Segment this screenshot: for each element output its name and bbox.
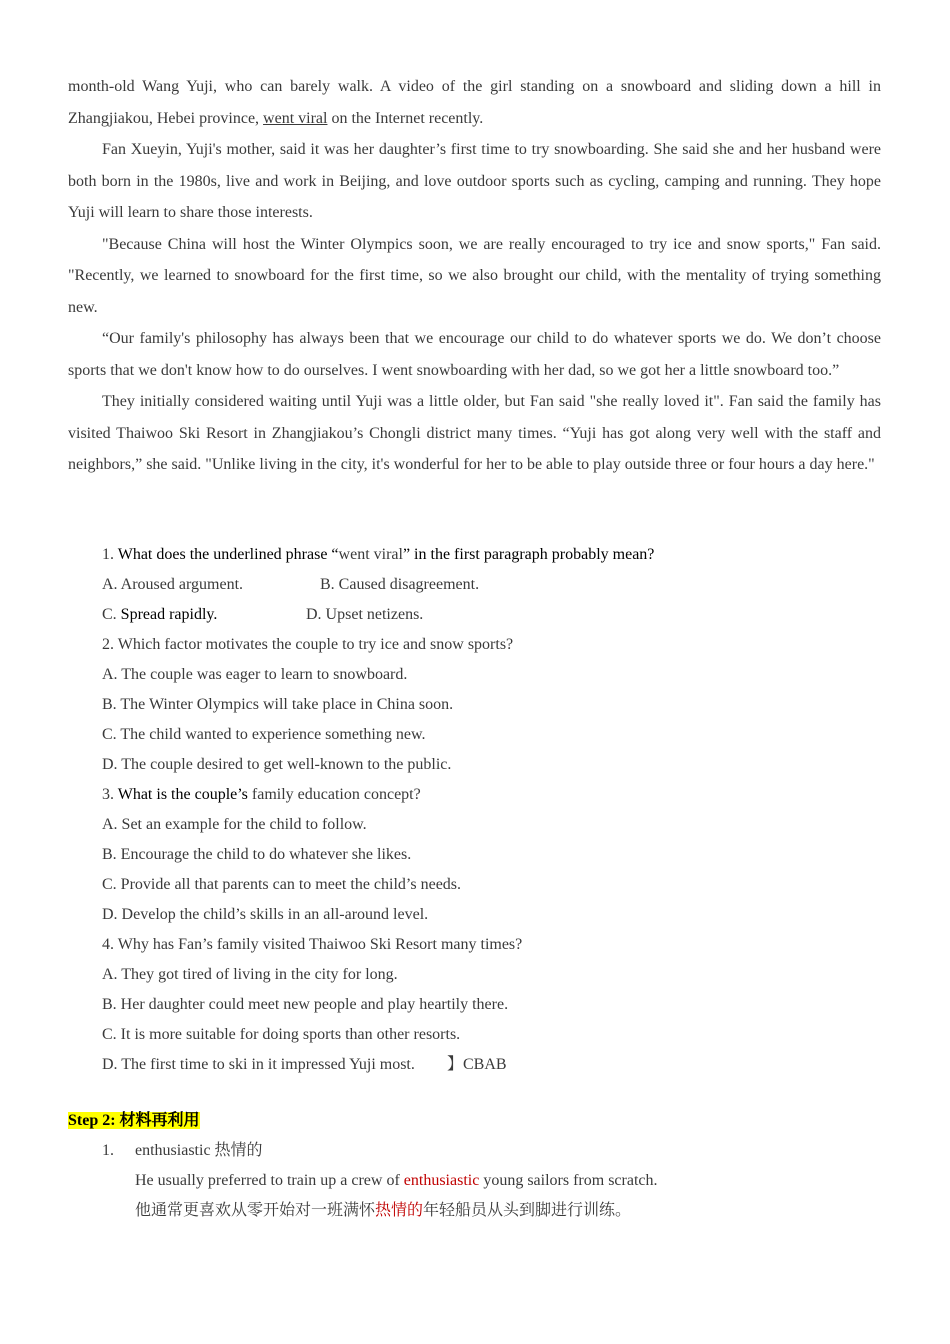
vocab-item-number: 1. (102, 1142, 114, 1159)
passage-paragraph-2: Fan Xueyin, Yuji's mother, said it was her daughter’s first time to try snowboarding. She said she and her husband were both born in the 1980s, live and work in Beijing, and love outdoor sports such as cycling, camping and running. They hope Yuji will learn to share those interests. (68, 141, 881, 221)
question-2-option-b: B. The Winter Olympics will take place in China soon. (102, 696, 454, 713)
question-3-option-d: D. Develop the child’s skills in an all-around level. (102, 906, 429, 923)
question-2-option-d: D. The couple desired to get well-known to the public. (102, 756, 452, 773)
question-1-option-b: B. Caused disagreement. (320, 576, 480, 593)
questions-block (68, 545, 881, 1219)
passage-paragraph-1 (68, 71, 881, 134)
question-4-stem: 4. Why has Fan’s family visited Thaiwoo Ski Resort many times? (102, 936, 523, 953)
document-page (68, 71, 881, 1219)
question-1-option-d: D. Upset netizens. (306, 606, 424, 623)
question-3-option-c: C. Provide all that parents can to meet the child’s needs. (102, 876, 462, 893)
question-1-option-a: A. Aroused argument. (102, 576, 244, 593)
question-4-option-d: D. The first time to ski in it impressed Yuji most. (102, 1056, 415, 1073)
step-2-heading: Step 2: 材料再利用 (68, 1112, 200, 1129)
vocab-example-en: He usually preferred to train up a crew of enthusiastic young sailors from scratch. (135, 1172, 658, 1189)
passage-paragraph-3: "Because China will host the Winter Olympics soon, we are really encouraged to try ice and snow sports," Fan said. "Recently, we learned to snowboard for the first time, so we also brought our child, with the mentality of trying something new. (68, 235, 881, 316)
question-4-option-b: B. Her daughter could meet new people and play heartily there. (102, 996, 509, 1013)
passage-paragraph-5: They initially considered waiting until Yuji was a little older, but Fan said "she really loved it". Fan said the family has visited Thaiwoo Ski Resort in Zhangjiakou’s Chongli district many times. “Yuji has got along very well with the staff and neighbors,” she said. "Unlike living in the city, it's wonderful for her to be able to play outside three or four hours a day here." (68, 393, 881, 473)
question-3-stem: 3. What is the couple’s family education concept? (102, 786, 421, 803)
question-4-option-c: C. It is more suitable for doing sports than other resorts. (102, 1026, 461, 1043)
p1-text-before: month-old Wang Yuji, who can barely walk. A video of the girl standing on a snowboard and sliding down a hill in Zhangjiakou, Hebei province, (68, 78, 881, 127)
answer-key: 】CBAB (447, 1056, 507, 1073)
question-2-option-c: C. The child wanted to experience something new. (102, 726, 426, 743)
question-2-stem: 2. Which factor motivates the couple to try ice and snow sports? (102, 636, 514, 653)
underlined-phrase: went viral (263, 109, 328, 127)
p1-text-after: on the Internet recently. (327, 109, 484, 127)
question-3-option-a: A. Set an example for the child to follow. (102, 816, 367, 833)
question-3-option-b: B. Encourage the child to do whatever she likes. (102, 846, 412, 863)
vocab-term: enthusiastic 热情的 (135, 1142, 263, 1159)
question-2-option-a: A. The couple was eager to learn to snowboard. (102, 666, 408, 683)
vocab-example-zh: 他通常更喜欢从零开始对一班满怀热情的年轻船员从头到脚进行训练。 (135, 1202, 632, 1219)
passage-paragraph-4: “Our family's philosophy has always been that we encourage our child to do whatever sports we do. We don’t choose sports that we don't know how to do ourselves. I went snowboarding with her dad, so we got her a little snowboard too.” (68, 330, 881, 379)
question-4-option-a: A. They got tired of living in the city for long. (102, 966, 398, 983)
question-1-option-c: C. Spread rapidly. (102, 606, 218, 623)
question-1-stem: 1. What does the underlined phrase “went viral” in the first paragraph probably mean? (102, 546, 655, 563)
